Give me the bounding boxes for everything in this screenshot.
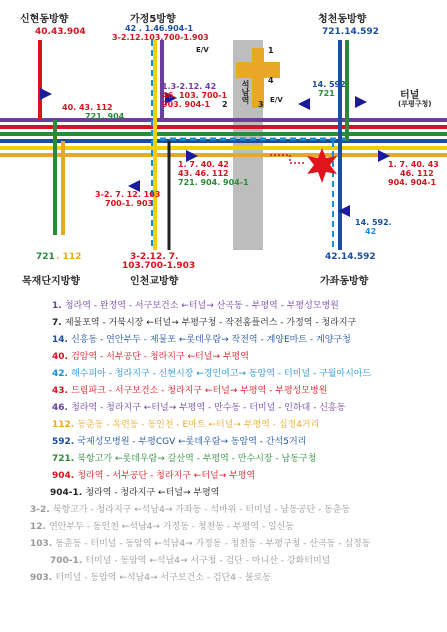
route-stops: 청라역 - 서부공단 - 청라지구 ←터널→ 부평역 <box>77 471 256 481</box>
ev-label: E/V <box>196 46 209 54</box>
stop-se-b: 42 <box>365 227 377 236</box>
route-number: 904. <box>52 471 78 481</box>
route-number: 592. <box>52 437 78 447</box>
direction-ne: 청천동방향 <box>318 14 367 25</box>
route-row <box>52 402 345 414</box>
direction-e2: (부평구청) <box>398 100 432 108</box>
stop-ne-a: 14. 592 <box>312 80 346 89</box>
exit-number: 3 <box>258 100 264 109</box>
route-row <box>52 368 371 380</box>
stop-e-c: 904. 904-1 <box>388 178 437 187</box>
route-number: 103. <box>30 539 56 549</box>
stop-ne-main: 721.14.592 <box>322 27 379 37</box>
bus-stop-flag-icon <box>40 88 52 100</box>
route-number: 112. <box>52 420 78 430</box>
route-row <box>30 538 370 550</box>
route-row <box>30 521 294 533</box>
ev-label: E/V <box>270 96 283 104</box>
route-stops: 드림파크 - 서구보건소 - 청라지구 ←터널→ 부평역 - 부평성모병원 <box>71 386 328 396</box>
stop-sc-main-a: 3-2.12. 7. <box>130 252 179 262</box>
stop-nw-main: 40.43.904 <box>35 27 86 37</box>
stop-c-a: 1. 7. 40. 42 <box>178 160 229 169</box>
direction-se: 가좌동방향 <box>320 276 369 287</box>
route-row <box>52 470 255 482</box>
direction-nw: 신현동방향 <box>20 14 69 25</box>
bus-route-map <box>0 0 447 300</box>
route-stops: 제물포역 - 거북시장 ←터널→ 부평구청 - 작전홈플러스 - 가정역 - 청라지구 <box>64 318 357 328</box>
stop-e-a: 1. 7. 40. 43 <box>388 160 439 169</box>
route-number: 721. <box>52 454 78 464</box>
stop-nc-a: 1.3-2.12. 42 <box>162 82 217 91</box>
route-number: 1. <box>52 301 65 311</box>
route-row <box>52 300 339 312</box>
route-number: 3-2. <box>30 505 53 515</box>
stop-sc-main-b: 103.700-1.903 <box>122 261 196 271</box>
route-number: 12. <box>30 522 50 532</box>
route-stops: 검암역 - 서부공단 - 청라지구 ←터널→ 부평역 <box>71 352 249 362</box>
route-stops: 청라역 - 완정역 - 서구보건소 ←터널→ 산곡동 - 부평역 - 부평성모병원 <box>64 301 339 311</box>
direction-e1: 터널 <box>400 90 420 101</box>
stop-nc-top: 42 . 1.46.904-1 <box>125 24 194 33</box>
stop-ne-b: 721 <box>318 89 335 98</box>
route-row <box>52 385 327 397</box>
route-row <box>50 487 219 499</box>
stop-c-c: 721. 904. 904-1 <box>178 178 249 187</box>
route-number: 46. <box>52 403 72 413</box>
stop-sw-main-b: . 112 <box>56 252 82 262</box>
stop-nc-c: 903. 904-1 <box>162 100 211 109</box>
route-row <box>50 555 330 567</box>
route-row <box>30 572 271 584</box>
route-number: 40. <box>52 352 72 362</box>
station-label: 석남역 <box>241 80 250 104</box>
route-stops: 청라역 - 청라지구 ←터널→ 부평역 - 만수동 - 터미널 - 인하대 - 신흥동 <box>71 403 346 413</box>
route-number: 14. <box>52 335 72 345</box>
route-row <box>52 351 249 363</box>
route-number: 903. <box>30 573 56 583</box>
route-row <box>52 334 351 346</box>
stop-c-b: 43. 46. 112 <box>178 169 229 178</box>
route-row <box>52 453 316 465</box>
route-stops: 북항고가 ←롯데우람→ 갈산역 - 부평역 - 만수시장 - 남동구청 <box>77 454 317 464</box>
route-number: 7. <box>52 318 65 328</box>
route-stops: 국제성모병원 - 부평CGV ←롯데우람→ 동암역 - 간석5거리 <box>77 437 307 447</box>
exit-number: 2 <box>222 100 228 109</box>
route-stops: 터미널 - 동암역 ←석남4→ 서구보건소 - 검단4 - 불로동 <box>55 573 272 583</box>
route-row <box>52 317 356 329</box>
stop-sw-a: 3-2. 7. 12. 103 <box>95 190 161 199</box>
stop-w-b: 721. 904 <box>85 112 125 121</box>
stop-e-b: 46. 112 <box>400 169 434 178</box>
route-stops: 신흥동 - 연안부두 - 제물포 ←롯데우람→ 작전역 - 계양E마트 - 계양구청 <box>71 335 351 345</box>
exit-number: 1 <box>268 46 274 55</box>
route-row <box>52 436 306 448</box>
stop-nc-top2: 3-2.12.103.700-1.903 <box>112 33 209 42</box>
stop-se-main: 42.14.592 <box>325 252 376 262</box>
route-stops: 북항고가 - 청라지구 ←석남4→ 가좌동 - 석바위 - 터미널 - 남동공단 - 동춘동 <box>52 505 351 515</box>
direction-nc: 가정5방향 <box>130 14 176 25</box>
direction-sw: 목재단지방향 <box>22 276 80 287</box>
direction-sc: 인천교방향 <box>130 276 179 287</box>
route-number: 700-1. <box>50 556 86 566</box>
route-stops: 동춘동 - 터미널 - 동암역 ←석남4→ 가정동 - 청천동 - 부평구청 - 산곡동 - 십정동 <box>55 539 371 549</box>
route-stops: 터미널 - 동암역 ←석남4→ 서구청 - 검단 - 마니산 - 강화터미널 <box>85 556 331 566</box>
route-stops: 동춘동 - 옥련동 - 동인천 - E마트 ←터널→ 부평역 - 십정4거리 <box>77 420 320 430</box>
route-stops: 해수피아 - 청라지구 - 신현시장 ←경인여고→ 동암역 - 터미널 - 구월아시아드 <box>71 369 372 379</box>
route-row <box>30 504 350 516</box>
stop-sw-b: 700-1. 903 <box>105 199 154 208</box>
route-number: 904-1. <box>50 488 86 498</box>
stop-nc-b: 46. 103. 700-1 <box>162 91 228 100</box>
route-stops: 연안부두 - 동인천 ←석남4→ 가정동 - 청천동 - 부평역 - 일신동 <box>49 522 295 532</box>
exit-number: 4 <box>268 76 274 85</box>
stop-se-a: 14. 592. <box>355 218 392 227</box>
route-stops: 청라역 - 청라지구 ←터널→ 부평역 <box>85 488 220 498</box>
bus-stop-flag-icon <box>298 98 310 110</box>
bus-stop-flag-icon <box>355 96 367 108</box>
stop-w-a: 40. 43. 112 <box>62 103 113 112</box>
route-number: 43. <box>52 386 72 396</box>
route-number: 42. <box>52 369 72 379</box>
route-row <box>52 419 319 431</box>
stop-sw-main-a: 721 <box>36 252 55 262</box>
